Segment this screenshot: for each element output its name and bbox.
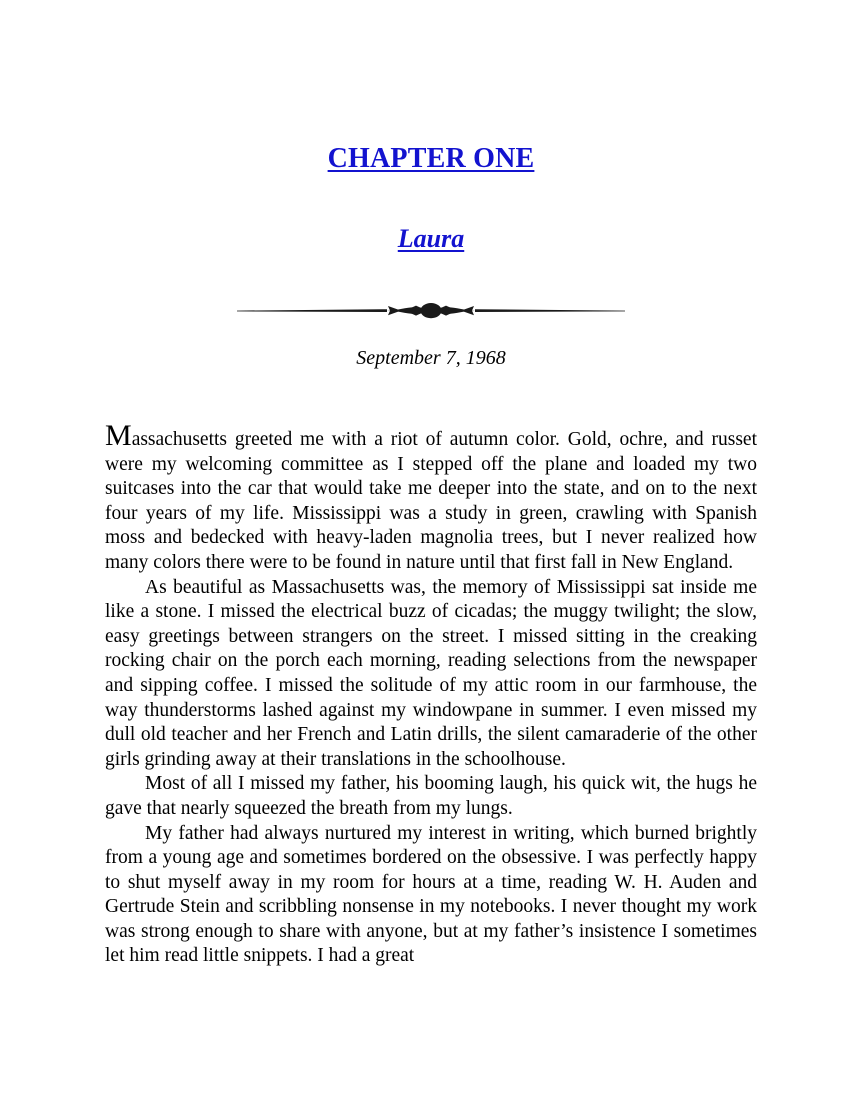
paragraph-1-text: assachusetts greeted me with a riot of autumn color. Gold, ochre, and russet were my welcoming committee as I stepped off the plane and loaded my two suitcases into the car that would take me deeper into the state, and on to the next four years of my life. Mississippi was a study in green, crawling with Spanish moss and bedecked with heavy-laden magnolia trees, but I never realized how many colors there were to be found in nature until that first fall in New England. (105, 429, 757, 573)
ornamental-divider-icon (237, 300, 625, 322)
body-text (105, 419, 757, 969)
paragraph-1 (105, 419, 757, 576)
paragraph-3: Most of all I missed my father, his booming laugh, his quick wit, the hugs he gave that nearly squeezed the breath from my lungs. (105, 773, 757, 819)
initial-cap: M (105, 419, 132, 452)
chapter-subtitle: Laura (397, 224, 465, 253)
chapter-heading: CHAPTER ONE (327, 143, 535, 174)
date-line: September 7, 1968 (356, 347, 506, 369)
ornamental-divider (105, 296, 757, 326)
paragraph-4: My father had always nurtured my interest in writing, which burned brightly from a young age and sometimes bordered on the obsessive. I was perfectly happy to shut myself away in my room for hours at a time, reading W. H. Auden and Gertrude Stein and scribbling nonsense in my notebooks. I never thought my work was strong enough to share with anyone, but at my father’s insistence I sometimes let him read little snippets. I had a great (105, 822, 757, 967)
paragraph-2: As beautiful as Massachusetts was, the memory of Mississippi sat inside me like a stone. I missed the electrical buzz of cicadas; the muggy twilight; the slow, easy greetings between strangers on the street. I missed sitting in the creaking rocking chair on the porch each morning, reading selections from the newspaper and sipping coffee. I missed the solitude of my attic room in our farmhouse, the way thunderstorms lashed against my windowpane in summer. I even missed my dull old teacher and her French and Latin drills, the silent camaraderie of the other girls grinding away at their translations in the schoolhouse. (105, 576, 757, 770)
